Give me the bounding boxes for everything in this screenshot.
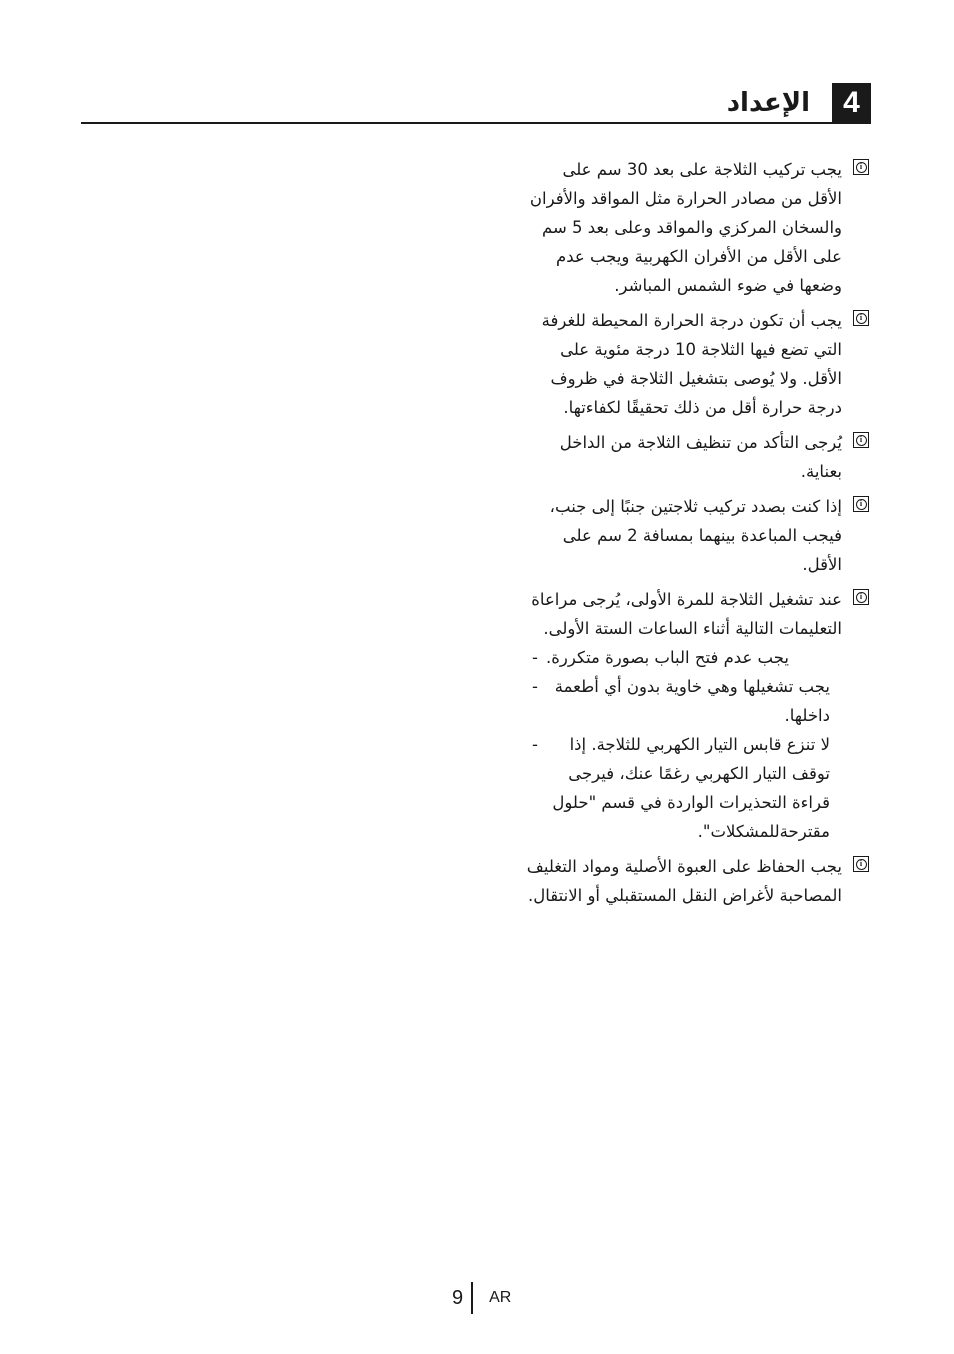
page-number: 9: [452, 1286, 464, 1309]
info-icon: i: [853, 432, 869, 448]
note-text: يجب الحفاظ على العبوة الأصلية ومواد التغليف المصاحبة لأغراض النقل المستقبلي أو الانتقال.: [526, 857, 842, 905]
header-rule: [81, 122, 871, 124]
note-text: يجب أن تكون درجة الحرارة المحيطة للغرفة التي تضع فيها الثلاجة 10 درجة مئوية على الأقل. ولا يُوصى بتشغيل الثلاجة في ظروف درجة حرارة أقل من ذلك تحقيقًا لكفاءتها.: [541, 311, 842, 417]
dash-bullet: -: [532, 677, 538, 696]
sub-item-text: يجب تشغيلها وهي خاوية بدون أي أطعمة داخلها.: [554, 677, 830, 725]
info-icon: i: [853, 496, 869, 512]
notes-list: [524, 155, 869, 916]
page-footer: [452, 1280, 511, 1316]
note-item: [524, 428, 869, 486]
language-code: AR: [489, 1289, 512, 1306]
section-header: [727, 82, 871, 123]
dash-bullet: -: [532, 735, 538, 754]
note-item: [524, 492, 869, 579]
info-icon: i: [853, 310, 869, 326]
info-icon: i: [853, 589, 869, 605]
section-number-badge: 4: [832, 83, 871, 122]
sub-list-item: [524, 730, 830, 846]
note-item: [524, 306, 869, 422]
section-title: الإعداد: [726, 87, 810, 118]
dash-bullet: -: [532, 648, 538, 667]
sub-item-text: يجب عدم فتح الباب بصورة متكررة.: [546, 648, 789, 667]
sub-list: [524, 643, 842, 846]
note-item: [524, 585, 869, 846]
footer-divider: [471, 1282, 473, 1314]
note-item: [524, 852, 869, 910]
info-icon: i: [853, 856, 869, 872]
sub-item-text: لا تنزع قابس التيار الكهربي للثلاجة. إذا توقف التيار الكهربي رغمًا عنك، فيرجى قراءة التحذيرات الواردة في قسم "حلول مقترحةللمشكلات".: [552, 735, 830, 841]
note-text: عند تشغيل الثلاجة للمرة الأولى، يُرجى مراعاة التعليمات التالية أثناء الساعات الستة الأولى.: [531, 590, 842, 638]
info-icon: i: [853, 159, 869, 175]
note-text: يجب تركيب الثلاجة على بعد 30 سم على الأقل من مصادر الحرارة مثل المواقد والأفران والسخان المركزي والمواقد وعلى بعد 5 سم على الأقل من الأفران الكهربية ويجب عدم وضعها في ضوء الشمس المباشر.: [529, 160, 842, 295]
sub-list-item: [524, 643, 830, 672]
sub-list-item: [524, 672, 830, 730]
note-text: يُرجى التأكد من تنظيف الثلاجة من الداخل بعناية.: [559, 433, 842, 481]
note-item: [524, 155, 869, 300]
note-text: إذا كنت بصدد تركيب ثلاجتين جنبًا إلى جنب، فيجب المباعدة بينهما بمسافة 2 سم على الأقل.: [549, 497, 842, 574]
